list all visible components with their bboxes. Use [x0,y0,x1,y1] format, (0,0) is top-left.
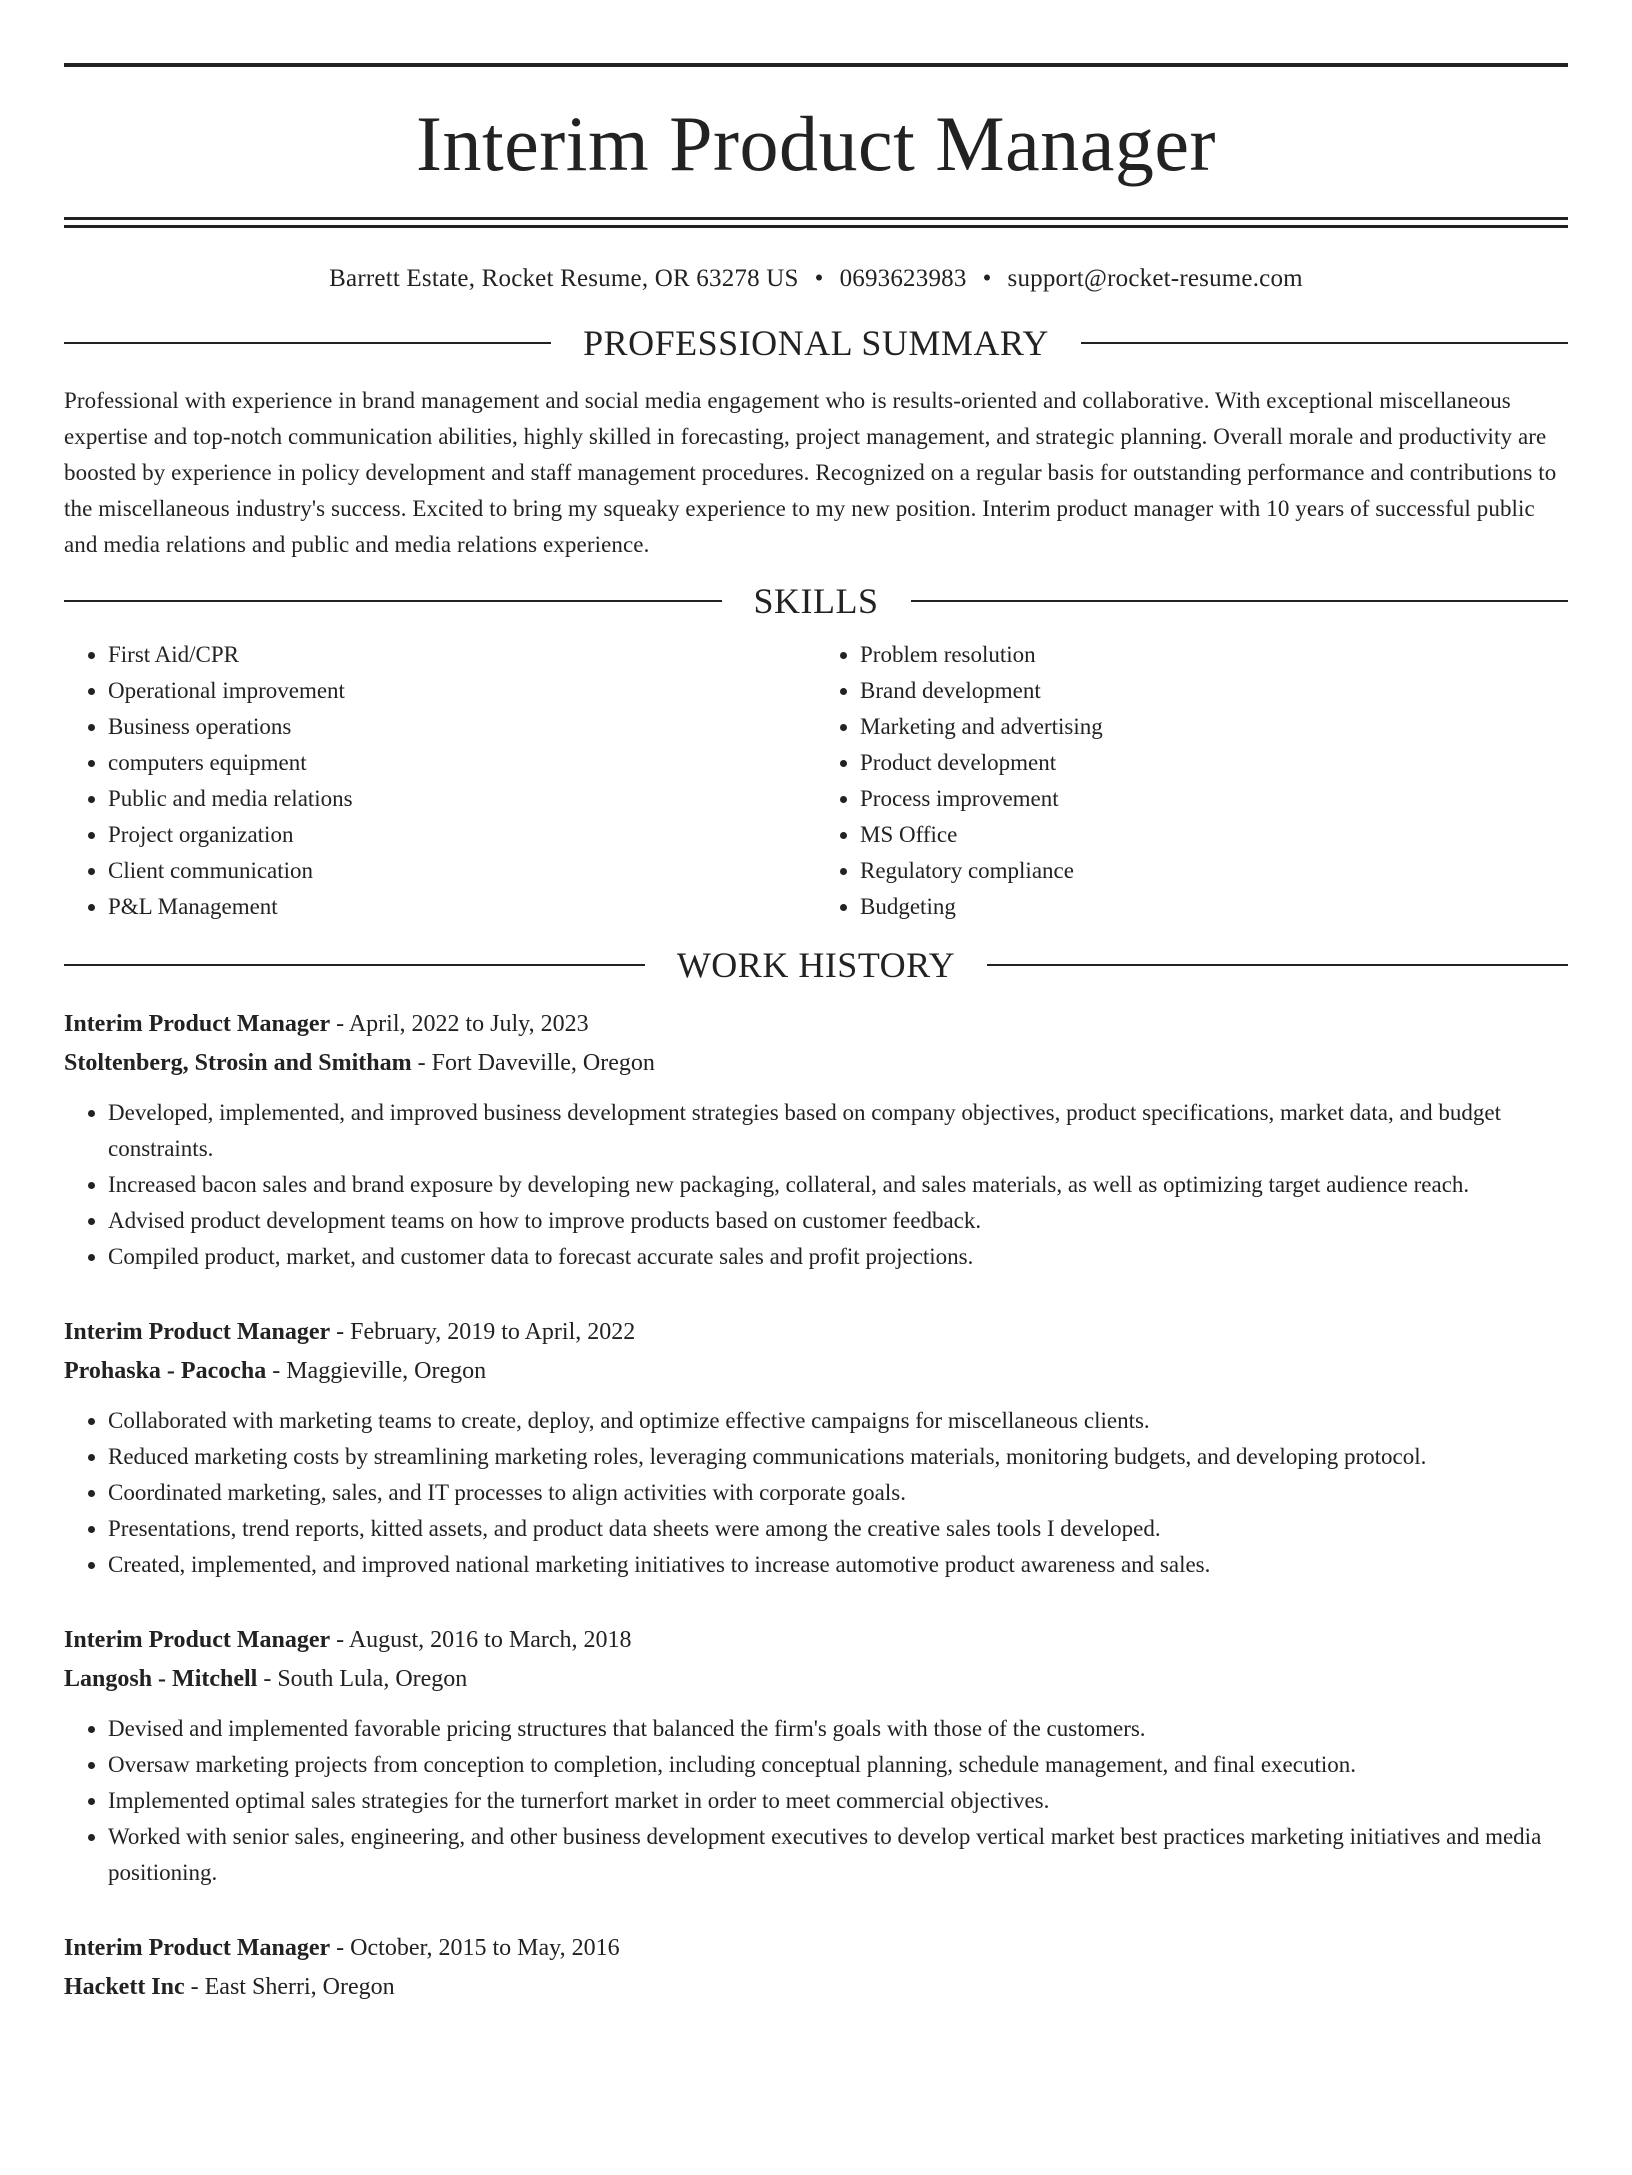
job-role-line [64,1005,1568,1044]
skill-item: • Regulatory compliance [860,853,1568,889]
section-title: WORK HISTORY [676,945,956,985]
contact-phone: 0693623983 [839,265,967,292]
skill-item: • Budgeting [860,889,1568,925]
job-dates: - October, 2015 to May, 2016 [330,1935,620,1961]
job-location: - Maggieville, Oregon [266,1358,487,1384]
skill-item: • P&L Management [108,889,816,925]
job-location: - East Sherri, Oregon [184,1974,395,2000]
contact-email: support@rocket-resume.com [1007,265,1303,292]
job-entry [64,1005,1568,1275]
job-location: - Fort Daveville, Oregon [411,1050,655,1076]
job-entry [64,1313,1568,1583]
skill-item: • Project organization [108,817,816,853]
job-company: Prohaska - Pacocha [64,1358,267,1384]
resume-page [0,63,1632,2175]
skill-item: • Operational improvement [108,673,816,709]
job-company-line [64,1352,1568,1391]
skill-item: • Public and media relations [108,781,816,817]
section-heading-summary [64,325,1568,361]
job-bullet: • Developed, implemented, and improved business development strategies based on company objectives, product specifications, market data, and budget constraints. [108,1095,1568,1167]
job-bullet: • Devised and implemented favorable pricing structures that balanced the firm's goals with those of the customers. [108,1711,1568,1747]
job-company-line [64,1660,1568,1699]
heading-rule-right [987,964,1568,966]
skill-item: • Product development [860,745,1568,781]
job-role: Interim Product Manager [64,1627,331,1653]
job-bullets [64,1095,1568,1275]
job-company: Stoltenberg, Strosin and Smitham [64,1050,412,1076]
job-company-line [64,1968,1568,2007]
heading-rule-right [911,600,1569,602]
contact-address: Barrett Estate, Rocket Resume, OR 63278 US [329,265,799,292]
skill-item: • Problem resolution [860,637,1568,673]
job-role: Interim Product Manager [64,1319,331,1345]
skill-item: • Client communication [108,853,816,889]
header-top-rule [64,63,1568,67]
job-dates: - February, 2019 to April, 2022 [330,1319,636,1345]
skills-list [64,637,1568,925]
job-bullet: • Compiled product, market, and customer data to forecast accurate sales and profit projections. [108,1239,1568,1275]
job-bullets [64,1711,1568,1891]
header-double-rule [64,217,1568,228]
contact-separator: • [814,265,824,292]
skill-item: • First Aid/CPR [108,637,816,673]
job-dates: - April, 2022 to July, 2023 [330,1011,589,1037]
job-bullet: • Advised product development teams on how to improve products based on customer feedback. [108,1203,1568,1239]
contact-separator: • [982,265,992,292]
job-bullet: • Reduced marketing costs by streamlining marketing roles, leveraging communications materials, monitoring budgets, and developing protocol. [108,1439,1568,1475]
skill-item: • Business operations [108,709,816,745]
skill-item: • Process improvement [860,781,1568,817]
job-bullet: • Coordinated marketing, sales, and IT processes to align activities with corporate goals. [108,1475,1568,1511]
job-entry [64,1929,1568,2007]
job-bullet: • Created, implemented, and improved national marketing initiatives to increase automotive product awareness and sales. [108,1547,1568,1583]
section-title: SKILLS [753,581,879,621]
heading-rule-left [64,600,722,602]
skills-column-left [64,637,816,925]
job-role-line [64,1313,1568,1352]
section-title: PROFESSIONAL SUMMARY [583,323,1049,363]
professional-summary-text: Professional with experience in brand management and social media engagement who is results-oriented and collaborative. With exceptional miscellaneous expertise and top-notch communication abilities, highly skilled in forecasting, project management, and strategic planning. Overall morale and productivity are boosted by experience in policy development and staff management procedures. Recognized on a regular basis for outstanding performance and contributions to the miscellaneous industry's success. Excited to bring my squeaky experience to my new position. Interim product manager with 10 years of successful public and media relations and public and media relations experience. [64,388,1557,557]
heading-rule-right [1081,342,1568,344]
heading-rule-left [64,342,551,344]
job-bullets [64,1403,1568,1583]
job-company: Hackett Inc [64,1974,185,2000]
job-role: Interim Product Manager [64,1935,331,1961]
heading-rule-left [64,964,645,966]
job-bullet: • Worked with senior sales, engineering, and other business development executives to develop vertical market best practices marketing initiatives and media positioning. [108,1819,1568,1891]
section-heading-work-history [64,947,1568,983]
skill-item: • MS Office [860,817,1568,853]
job-location: - South Lula, Oregon [257,1666,468,1692]
job-company-line [64,1044,1568,1083]
job-bullet: • Implemented optimal sales strategies for the turnerfort market in order to meet commercial objectives. [108,1783,1568,1819]
job-bullet: • Oversaw marketing projects from conception to completion, including conceptual planning, schedule management, and final execution. [108,1747,1568,1783]
skill-item: • Marketing and advertising [860,709,1568,745]
job-role: Interim Product Manager [64,1011,331,1037]
job-dates: - August, 2016 to March, 2018 [330,1627,632,1653]
job-bullet: • Increased bacon sales and brand exposure by developing new packaging, collateral, and sales materials, as well as optimizing target audience reach. [108,1167,1568,1203]
skills-column-right [816,637,1568,925]
contact-line [64,266,1568,291]
job-bullet: • Collaborated with marketing teams to create, deploy, and optimize effective campaigns for miscellaneous clients. [108,1403,1568,1439]
section-heading-skills [64,583,1568,619]
job-entry [64,1621,1568,1891]
job-bullet: • Presentations, trend reports, kitted assets, and product data sheets were among the creative sales tools I developed. [108,1511,1568,1547]
job-role-line [64,1621,1568,1660]
job-company: Langosh - Mitchell [64,1666,258,1692]
resume-title: Interim Product Manager [416,100,1216,187]
skill-item: • Brand development [860,673,1568,709]
skill-item: • computers equipment [108,745,816,781]
job-role-line [64,1929,1568,1968]
